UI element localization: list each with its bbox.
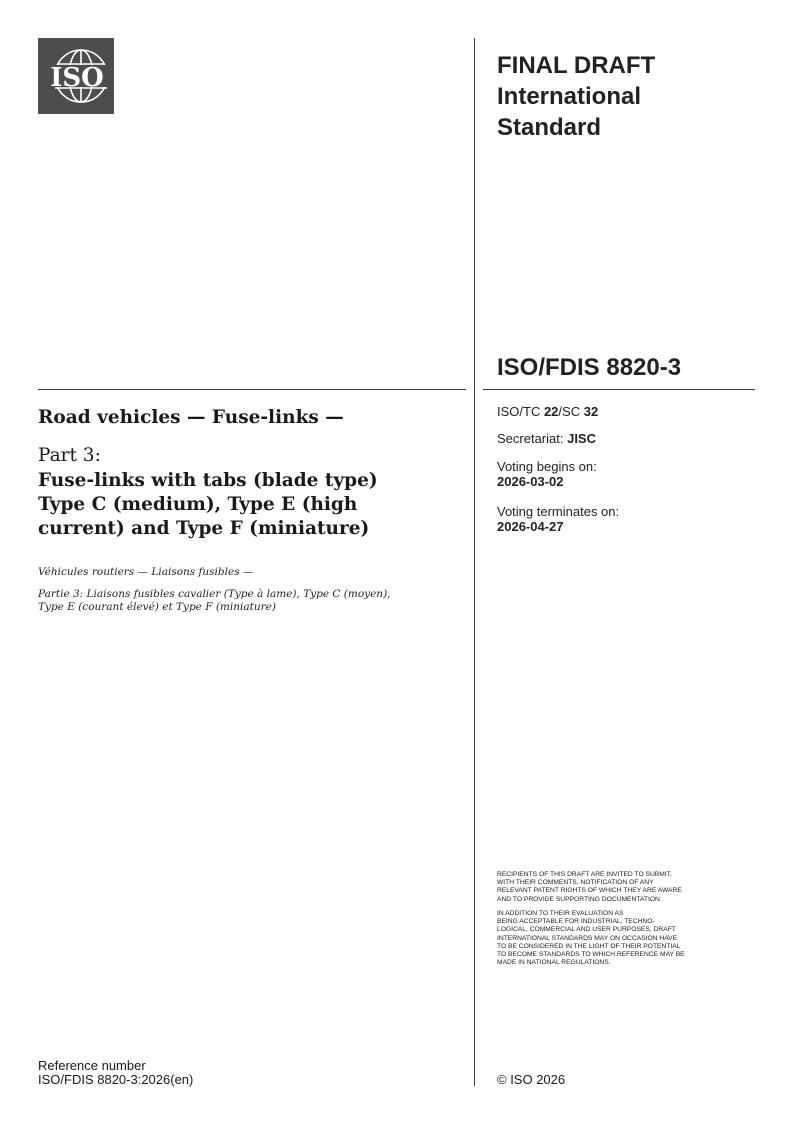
- sc-prefix: /SC: [558, 404, 584, 419]
- title-divider-left: [38, 389, 466, 390]
- part-label: Part 3:: [38, 445, 101, 466]
- secretariat-line: [497, 431, 596, 446]
- notice-line: INTERNATIONAL STANDARDS MAY ON OCCASION HAVE: [497, 934, 678, 942]
- notice-line: LOGICAL, COMMERCIAL AND USER PURPOSES, DRAFT: [497, 926, 676, 934]
- part-title: [38, 469, 458, 541]
- stage-line: FINAL DRAFT: [497, 52, 656, 79]
- reference-number: ISO/FDIS 8820-3:2026(en): [38, 1072, 194, 1087]
- stage-line: International: [497, 83, 642, 110]
- title-divider-right: [483, 389, 755, 390]
- notice-line: RECIPIENTS OF THIS DRAFT ARE INVITED TO SUBMIT,: [497, 871, 672, 878]
- iso-globe-icon: [38, 38, 114, 114]
- notice-line: RELEVANT PATENT RIGHTS OF WHICH THEY ARE AWARE: [497, 887, 682, 895]
- notice-line: MADE IN NATIONAL REGULATIONS.: [497, 959, 611, 967]
- secretariat-label: Secretariat:: [497, 431, 568, 446]
- notice-line: AND TO PROVIDE SUPPORTING DOCUMENTATION.: [497, 895, 662, 903]
- part-title-line: current) and Type F (miniature): [38, 518, 370, 539]
- tc-prefix: ISO/TC: [497, 404, 544, 419]
- secretariat-value: JISC: [567, 431, 596, 446]
- document-number: ISO/FDIS 8820-3: [497, 354, 682, 381]
- voting-begins-date: 2026-03-02: [497, 474, 564, 489]
- reference-number-label: Reference number: [38, 1058, 146, 1073]
- main-title: Road vehicles — Fuse-links —: [38, 407, 344, 428]
- evaluation-notice: [497, 910, 759, 967]
- iso-logo: [38, 38, 114, 114]
- french-part-title-line: Type E (courant élevé) et Type F (miniature): [38, 601, 276, 613]
- committee-line: [497, 404, 598, 419]
- document-stage-heading: [497, 50, 757, 143]
- voting-begins-label: Voting begins on:: [497, 459, 597, 474]
- stage-line: Standard: [497, 114, 602, 141]
- french-title: Véhicules routiers — Liaisons fusibles —: [38, 566, 254, 578]
- notice-line: TO BECOME STANDARDS TO WHICH REFERENCE MAY BE: [497, 951, 685, 959]
- notice-line: IN ADDITION TO THEIR EVALUATION AS: [497, 910, 624, 917]
- part-title-line: Fuse-links with tabs (blade type): [38, 470, 378, 491]
- tc-number: 22: [543, 404, 559, 419]
- part-title-line: Type C (medium), Type E (high: [38, 494, 358, 515]
- french-part-title-line: Partie 3: Liaisons fusibles cavalier (Type à lame), Type C (moyen),: [38, 588, 391, 600]
- patent-notice: [497, 871, 759, 904]
- voting-terminates-date: 2026-04-27: [497, 519, 564, 534]
- voting-terminates-label: Voting terminates on:: [497, 504, 620, 519]
- vertical-divider: [474, 38, 475, 1086]
- notice-line: WITH THEIR COMMENTS, NOTIFICATION OF ANY: [497, 879, 654, 887]
- notice-line: BEING ACCEPTABLE FOR INDUSTRIAL, TECHNO-: [497, 918, 655, 926]
- copyright-notice: © ISO 2026: [497, 1072, 566, 1087]
- sc-number: 32: [583, 404, 599, 419]
- logo-text: ISO: [50, 63, 104, 93]
- notice-line: TO BE CONSIDERED IN THE LIGHT OF THEIR POTENTIAL: [497, 942, 681, 950]
